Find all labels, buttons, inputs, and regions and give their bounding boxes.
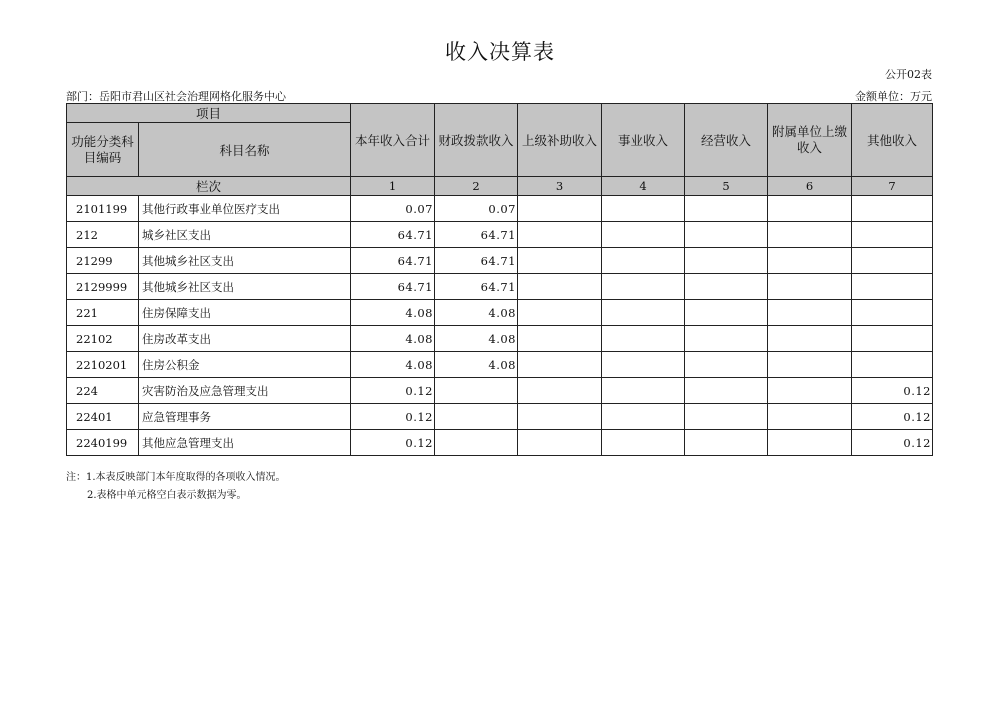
row-value xyxy=(435,378,518,404)
row-value xyxy=(685,404,768,430)
row-value xyxy=(852,326,933,352)
row-name: 其他行政事业单位医疗支出 xyxy=(139,196,351,222)
header-func-code: 功能分类科目编码 xyxy=(67,123,139,177)
row-value xyxy=(852,300,933,326)
table-row xyxy=(67,404,933,430)
row-value xyxy=(518,222,602,248)
row-value xyxy=(602,430,685,456)
row-name: 住房改革支出 xyxy=(139,326,351,352)
row-value: 4.08 xyxy=(435,326,518,352)
row-value xyxy=(518,352,602,378)
col-num: 7 xyxy=(852,177,933,196)
row-value xyxy=(602,248,685,274)
row-code: 22401 xyxy=(67,404,139,430)
row-name: 灾害防治及应急管理支出 xyxy=(139,378,351,404)
row-value xyxy=(685,352,768,378)
row-value xyxy=(685,430,768,456)
row-value xyxy=(852,274,933,300)
row-value xyxy=(768,274,852,300)
row-value xyxy=(602,222,685,248)
row-value xyxy=(518,378,602,404)
row-value xyxy=(768,378,852,404)
row-value xyxy=(768,300,852,326)
header-subject-name: 科目名称 xyxy=(139,123,351,177)
header-other-income: 其他收入 xyxy=(852,104,933,177)
header-affiliated-income: 附属单位上缴收入 xyxy=(768,104,852,177)
row-value xyxy=(685,378,768,404)
row-value xyxy=(768,352,852,378)
row-value xyxy=(518,248,602,274)
row-value xyxy=(685,222,768,248)
row-value xyxy=(685,326,768,352)
row-code: 21299 xyxy=(67,248,139,274)
row-name: 其他城乡社区支出 xyxy=(139,274,351,300)
row-value xyxy=(602,404,685,430)
table-row xyxy=(67,274,933,300)
row-value: 64.71 xyxy=(435,274,518,300)
row-value: 0.12 xyxy=(351,404,435,430)
row-value xyxy=(768,430,852,456)
col-num: 2 xyxy=(435,177,518,196)
table-row xyxy=(67,326,933,352)
row-name: 住房保障支出 xyxy=(139,300,351,326)
row-value xyxy=(518,196,602,222)
row-code: 221 xyxy=(67,300,139,326)
row-value xyxy=(518,274,602,300)
header-item: 项目 xyxy=(67,104,351,123)
row-value xyxy=(435,404,518,430)
table-code: 公开02表 xyxy=(885,68,932,81)
row-value: 4.08 xyxy=(351,352,435,378)
table-row xyxy=(67,222,933,248)
header-operating-income: 经营收入 xyxy=(685,104,768,177)
table-body xyxy=(67,196,933,456)
header-total-income: 本年收入合计 xyxy=(351,104,435,177)
row-value xyxy=(768,326,852,352)
row-value: 0.07 xyxy=(435,196,518,222)
row-value xyxy=(685,274,768,300)
row-value xyxy=(685,248,768,274)
row-value xyxy=(518,300,602,326)
row-value xyxy=(768,196,852,222)
header-col-label: 栏次 xyxy=(67,177,351,196)
row-value: 64.71 xyxy=(435,222,518,248)
row-value xyxy=(518,404,602,430)
row-value xyxy=(768,404,852,430)
row-value xyxy=(685,196,768,222)
row-code: 2129999 xyxy=(67,274,139,300)
row-code: 212 xyxy=(67,222,139,248)
row-value: 0.12 xyxy=(852,378,933,404)
row-value: 0.12 xyxy=(351,378,435,404)
row-value xyxy=(602,352,685,378)
col-num: 5 xyxy=(685,177,768,196)
row-value: 0.12 xyxy=(351,430,435,456)
row-value: 64.71 xyxy=(435,248,518,274)
row-value xyxy=(852,196,933,222)
note-1: 注：1.本表反映部门本年度取得的各项收入情况。 xyxy=(66,472,286,483)
row-code: 22102 xyxy=(67,326,139,352)
table-row xyxy=(67,248,933,274)
amount-unit: 金额单位：万元 xyxy=(855,90,932,103)
row-value xyxy=(602,326,685,352)
row-value xyxy=(768,248,852,274)
row-name: 应急管理事务 xyxy=(139,404,351,430)
row-name: 城乡社区支出 xyxy=(139,222,351,248)
row-code: 2240199 xyxy=(67,430,139,456)
row-value xyxy=(768,222,852,248)
income-table xyxy=(66,103,933,456)
row-value: 0.12 xyxy=(852,404,933,430)
row-value xyxy=(602,300,685,326)
row-value xyxy=(685,300,768,326)
report-title: 收入决算表 xyxy=(445,40,555,64)
col-num: 4 xyxy=(602,177,685,196)
table-row xyxy=(67,300,933,326)
header-fiscal-income: 财政拨款收入 xyxy=(435,104,518,177)
table-row xyxy=(67,430,933,456)
col-num: 6 xyxy=(768,177,852,196)
row-value: 0.07 xyxy=(351,196,435,222)
row-code: 224 xyxy=(67,378,139,404)
row-value: 4.08 xyxy=(435,300,518,326)
row-value: 4.08 xyxy=(351,300,435,326)
note-2: 2.表格中单元格空白表示数据为零。 xyxy=(87,490,247,501)
header-business-income: 事业收入 xyxy=(602,104,685,177)
row-value: 0.12 xyxy=(852,430,933,456)
row-name: 其他应急管理支出 xyxy=(139,430,351,456)
table-row xyxy=(67,378,933,404)
row-value xyxy=(435,430,518,456)
row-value: 4.08 xyxy=(435,352,518,378)
table-row xyxy=(67,352,933,378)
department-label: 部门：岳阳市君山区社会治理网格化服务中心 xyxy=(66,90,286,103)
row-value xyxy=(518,326,602,352)
row-value xyxy=(518,430,602,456)
row-name: 其他城乡社区支出 xyxy=(139,248,351,274)
row-value xyxy=(602,196,685,222)
row-value: 64.71 xyxy=(351,222,435,248)
row-value: 4.08 xyxy=(351,326,435,352)
row-value xyxy=(602,378,685,404)
row-value: 64.71 xyxy=(351,248,435,274)
row-value xyxy=(852,222,933,248)
table-row xyxy=(67,196,933,222)
col-num: 3 xyxy=(518,177,602,196)
row-value xyxy=(602,274,685,300)
row-value: 64.71 xyxy=(351,274,435,300)
row-code: 2210201 xyxy=(67,352,139,378)
row-name: 住房公积金 xyxy=(139,352,351,378)
row-value xyxy=(852,248,933,274)
col-num: 1 xyxy=(351,177,435,196)
row-code: 2101199 xyxy=(67,196,139,222)
row-value xyxy=(852,352,933,378)
header-superior-subsidy: 上级补助收入 xyxy=(518,104,602,177)
